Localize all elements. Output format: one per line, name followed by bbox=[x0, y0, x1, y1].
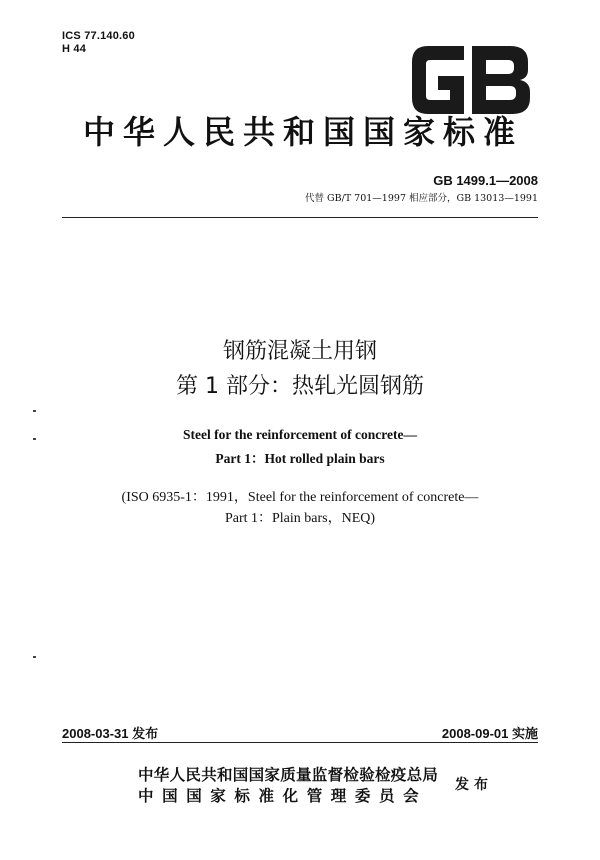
replaces-note: 代替 GB/T 701—1997 相应部分，GB 13013—1991 bbox=[305, 193, 538, 204]
margin-mark bbox=[33, 656, 36, 658]
top-divider bbox=[62, 217, 538, 218]
publish-label: 发布 bbox=[455, 777, 493, 793]
bottom-divider bbox=[62, 742, 538, 743]
issuing-org-line1: 中华人民共和国国家质量监督检验检疫总局 bbox=[138, 766, 439, 784]
cn-title-line2: 第 1 部分：热轧光圆钢筋 bbox=[176, 374, 424, 399]
margin-mark bbox=[33, 410, 36, 412]
en-title-line1: Steel for the reinforcement of concrete— bbox=[182, 427, 418, 442]
classification-codes bbox=[62, 30, 135, 56]
iso-reference-line2: Part 1：Plain bars，NEQ) bbox=[224, 511, 376, 526]
iso-reference-line1: (ISO 6935-1：1991，Steel for the reinforcement of concrete— bbox=[121, 490, 479, 505]
gb-logo bbox=[406, 40, 536, 120]
en-title-line2: Part 1：Hot rolled plain bars bbox=[215, 451, 385, 466]
margin-mark bbox=[33, 438, 36, 440]
cn-title-line1: 钢筋混凝土用钢 bbox=[222, 339, 377, 364]
issuing-org-line2: 中国国家标准化管理委员会 bbox=[138, 787, 428, 805]
standard-number: GB 1499.1—2008 bbox=[433, 173, 538, 188]
ccs-code: H 44 bbox=[62, 43, 87, 55]
national-standard-heading: 中华人民共和国国家标准 bbox=[82, 113, 523, 151]
implementation-date: 2008-09-01 实施 bbox=[441, 726, 538, 741]
ics-code: ICS 77.140.60 bbox=[62, 30, 135, 42]
issue-date: 2008-03-31 发布 bbox=[62, 726, 159, 741]
